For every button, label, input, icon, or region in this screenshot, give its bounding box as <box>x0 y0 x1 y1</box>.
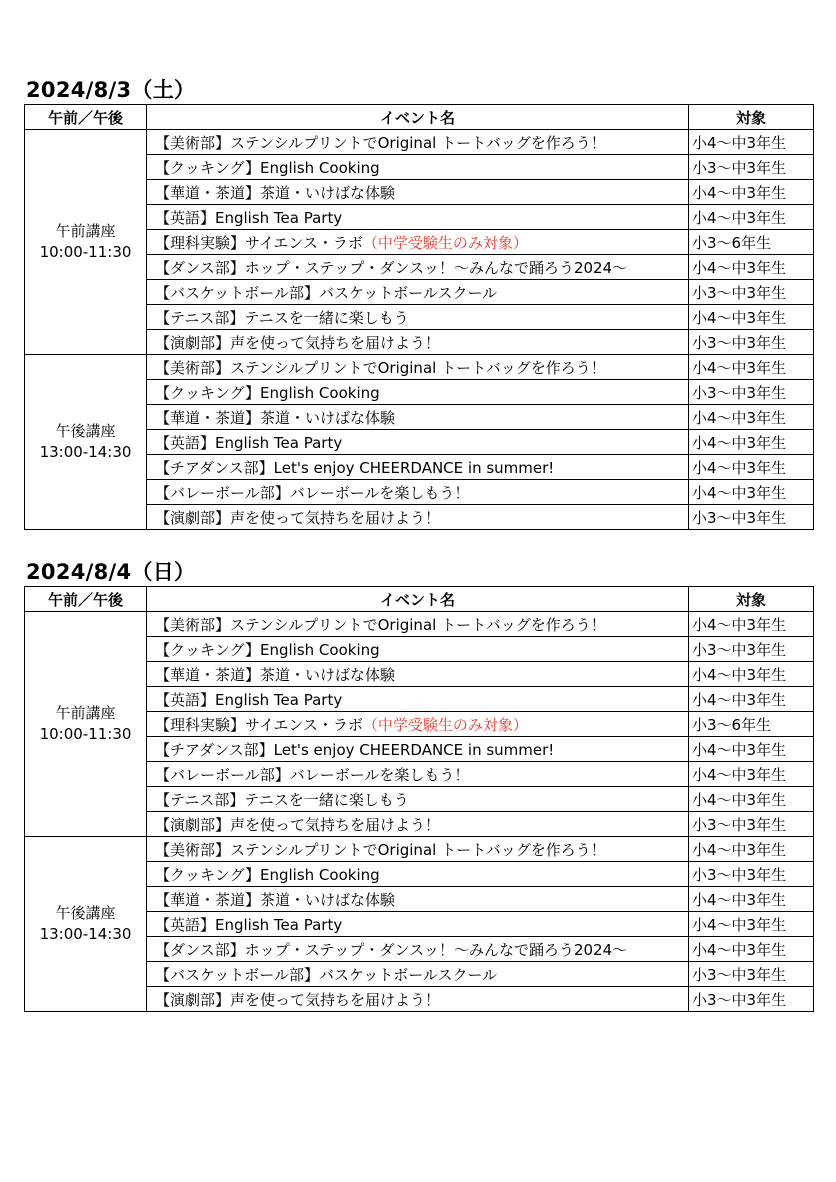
event-cell <box>147 862 689 887</box>
target-cell: 小4～中3年生 <box>689 662 814 687</box>
header-target: 対象 <box>689 105 814 130</box>
event-name: 【クッキング】English Cooking <box>155 640 380 659</box>
event-name: 【理科実験】サイエンス・ラボ <box>155 233 363 252</box>
event-name: 【華道・茶道】茶道・いけばな体験 <box>155 408 396 427</box>
target-cell: 小4～中3年生 <box>689 887 814 912</box>
event-name: 【美術部】ステンシルプリントでOriginal トートバッグを作ろう！ <box>155 615 606 634</box>
event-cell <box>147 130 689 155</box>
event-cell <box>147 937 689 962</box>
event-name: 【華道・茶道】茶道・いけばな体験 <box>155 183 396 202</box>
table-row <box>25 355 814 380</box>
event-cell <box>147 712 689 737</box>
target-cell: 小3～中3年生 <box>689 637 814 662</box>
target-cell: 小3～中3年生 <box>689 812 814 837</box>
event-name: 【英語】English Tea Party <box>155 208 343 227</box>
event-cell <box>147 505 689 530</box>
event-name: 【華道・茶道】茶道・いけばな体験 <box>155 890 396 909</box>
event-name: 【クッキング】English Cooking <box>155 383 380 402</box>
event-cell <box>147 230 689 255</box>
session-time: 10:00-11:30 <box>39 243 132 261</box>
session-label: 午前講座 <box>55 704 116 722</box>
event-cell <box>147 330 689 355</box>
target-cell: 小3～中3年生 <box>689 330 814 355</box>
event-cell <box>147 962 689 987</box>
target-cell: 小4～中3年生 <box>689 480 814 505</box>
event-name: 【バスケットボール部】バスケットボールスクール <box>155 283 498 302</box>
target-cell: 小3～中3年生 <box>689 862 814 887</box>
target-cell: 小3～中3年生 <box>689 380 814 405</box>
event-cell <box>147 812 689 837</box>
target-cell: 小3～中3年生 <box>689 280 814 305</box>
table-header-row <box>25 105 814 130</box>
event-cell <box>147 430 689 455</box>
session-time-cell <box>25 612 147 837</box>
event-cell <box>147 637 689 662</box>
event-cell <box>147 787 689 812</box>
target-cell: 小4～中3年生 <box>689 355 814 380</box>
event-name: 【理科実験】サイエンス・ラボ <box>155 715 363 734</box>
event-name: 【チアダンス部】Let's enjoy CHEERDANCE in summer! <box>155 458 555 477</box>
event-name: 【バレーボール部】バレーボールを楽しもう！ <box>155 483 470 502</box>
event-name: 【バレーボール部】バレーボールを楽しもう！ <box>155 765 470 784</box>
event-name: 【演劇部】声を使って気持ちを届けよう！ <box>155 990 441 1009</box>
session-label: 午前講座 <box>55 222 116 240</box>
schedule-body <box>25 612 814 1012</box>
header-target: 対象 <box>689 587 814 612</box>
session-time: 10:00-11:30 <box>39 725 132 743</box>
table-row <box>25 837 814 862</box>
schedule-body <box>25 130 814 530</box>
target-cell: 小3～中3年生 <box>689 987 814 1012</box>
target-cell: 小4～中3年生 <box>689 205 814 230</box>
event-name: 【美術部】ステンシルプリントでOriginal トートバッグを作ろう！ <box>155 840 606 859</box>
event-name: 【演劇部】声を使って気持ちを届けよう！ <box>155 333 441 352</box>
event-name: 【華道・茶道】茶道・いけばな体験 <box>155 665 396 684</box>
event-cell <box>147 887 689 912</box>
event-cell <box>147 205 689 230</box>
date-heading: 2024/8/4（日） <box>26 560 196 584</box>
event-cell <box>147 762 689 787</box>
target-cell: 小4～中3年生 <box>689 405 814 430</box>
target-cell: 小4～中3年生 <box>689 912 814 937</box>
event-cell <box>147 380 689 405</box>
target-cell: 小4～中3年生 <box>689 612 814 637</box>
event-name: 【バスケットボール部】バスケットボールスクール <box>155 965 498 984</box>
table-header-row <box>25 587 814 612</box>
target-cell: 小4～中3年生 <box>689 180 814 205</box>
session-time: 13:00-14:30 <box>39 925 132 943</box>
event-cell <box>147 255 689 280</box>
target-cell: 小3～6年生 <box>689 712 814 737</box>
event-cell <box>147 280 689 305</box>
session-time-cell <box>25 837 147 1012</box>
event-cell <box>147 837 689 862</box>
event-name: 【英語】English Tea Party <box>155 690 343 709</box>
schedule-table <box>24 104 814 530</box>
event-name: 【美術部】ステンシルプリントでOriginal トートバッグを作ろう！ <box>155 358 606 377</box>
session-label: 午後講座 <box>55 904 116 922</box>
target-cell: 小4～中3年生 <box>689 687 814 712</box>
session-time-cell <box>25 355 147 530</box>
event-name: 【ダンス部】ホップ・ステップ・ダンスッ！～みんなで踊ろう2024～ <box>155 940 628 959</box>
day-section <box>24 558 813 1012</box>
event-name: 【英語】English Tea Party <box>155 433 343 452</box>
target-cell: 小4～中3年生 <box>689 305 814 330</box>
target-cell: 小4～中3年生 <box>689 762 814 787</box>
target-cell: 小3～中3年生 <box>689 155 814 180</box>
header-event: イベント名 <box>147 105 689 130</box>
event-cell <box>147 455 689 480</box>
event-name: 【演劇部】声を使って気持ちを届けよう！ <box>155 508 441 527</box>
event-cell <box>147 155 689 180</box>
event-name: 【クッキング】English Cooking <box>155 158 380 177</box>
session-label: 午後講座 <box>55 422 116 440</box>
date-heading: 2024/8/3（土） <box>26 78 196 102</box>
event-name: 【テニス部】テニスを一緒に楽しもう <box>155 790 409 809</box>
event-cell <box>147 987 689 1012</box>
target-cell: 小4～中3年生 <box>689 787 814 812</box>
session-time-cell <box>25 130 147 355</box>
table-row <box>25 612 814 637</box>
event-cell <box>147 912 689 937</box>
event-name: 【クッキング】English Cooking <box>155 865 380 884</box>
event-name: 【演劇部】声を使って気持ちを届けよう！ <box>155 815 441 834</box>
target-cell: 小4～中3年生 <box>689 937 814 962</box>
target-cell: 小3～中3年生 <box>689 505 814 530</box>
target-cell: 小4～中3年生 <box>689 837 814 862</box>
day-section <box>24 76 813 530</box>
event-name: 【英語】English Tea Party <box>155 915 343 934</box>
event-cell <box>147 180 689 205</box>
target-cell: 小4～中3年生 <box>689 255 814 280</box>
event-cell <box>147 355 689 380</box>
target-cell: 小3～中3年生 <box>689 962 814 987</box>
table-row <box>25 130 814 155</box>
event-name: 【チアダンス部】Let's enjoy CHEERDANCE in summer! <box>155 740 555 759</box>
event-cell <box>147 405 689 430</box>
event-cell <box>147 305 689 330</box>
schedule-table <box>24 586 814 1012</box>
target-cell: 小3～6年生 <box>689 230 814 255</box>
target-cell: 小4～中3年生 <box>689 737 814 762</box>
header-event: イベント名 <box>147 587 689 612</box>
event-cell <box>147 687 689 712</box>
event-cell <box>147 480 689 505</box>
event-cell <box>147 612 689 637</box>
event-name: 【美術部】ステンシルプリントでOriginal トートバッグを作ろう！ <box>155 133 606 152</box>
event-name: 【ダンス部】ホップ・ステップ・ダンスッ！～みんなで踊ろう2024～ <box>155 258 628 277</box>
event-note: （中学受験生のみ対象） <box>362 233 528 252</box>
event-note: （中学受験生のみ対象） <box>362 715 528 734</box>
target-cell: 小4～中3年生 <box>689 130 814 155</box>
target-cell: 小4～中3年生 <box>689 455 814 480</box>
target-cell: 小4～中3年生 <box>689 430 814 455</box>
header-time: 午前／午後 <box>25 587 147 612</box>
session-time: 13:00-14:30 <box>39 443 132 461</box>
event-cell <box>147 737 689 762</box>
event-cell <box>147 662 689 687</box>
event-name: 【テニス部】テニスを一緒に楽しもう <box>155 308 409 327</box>
header-time: 午前／午後 <box>25 105 147 130</box>
